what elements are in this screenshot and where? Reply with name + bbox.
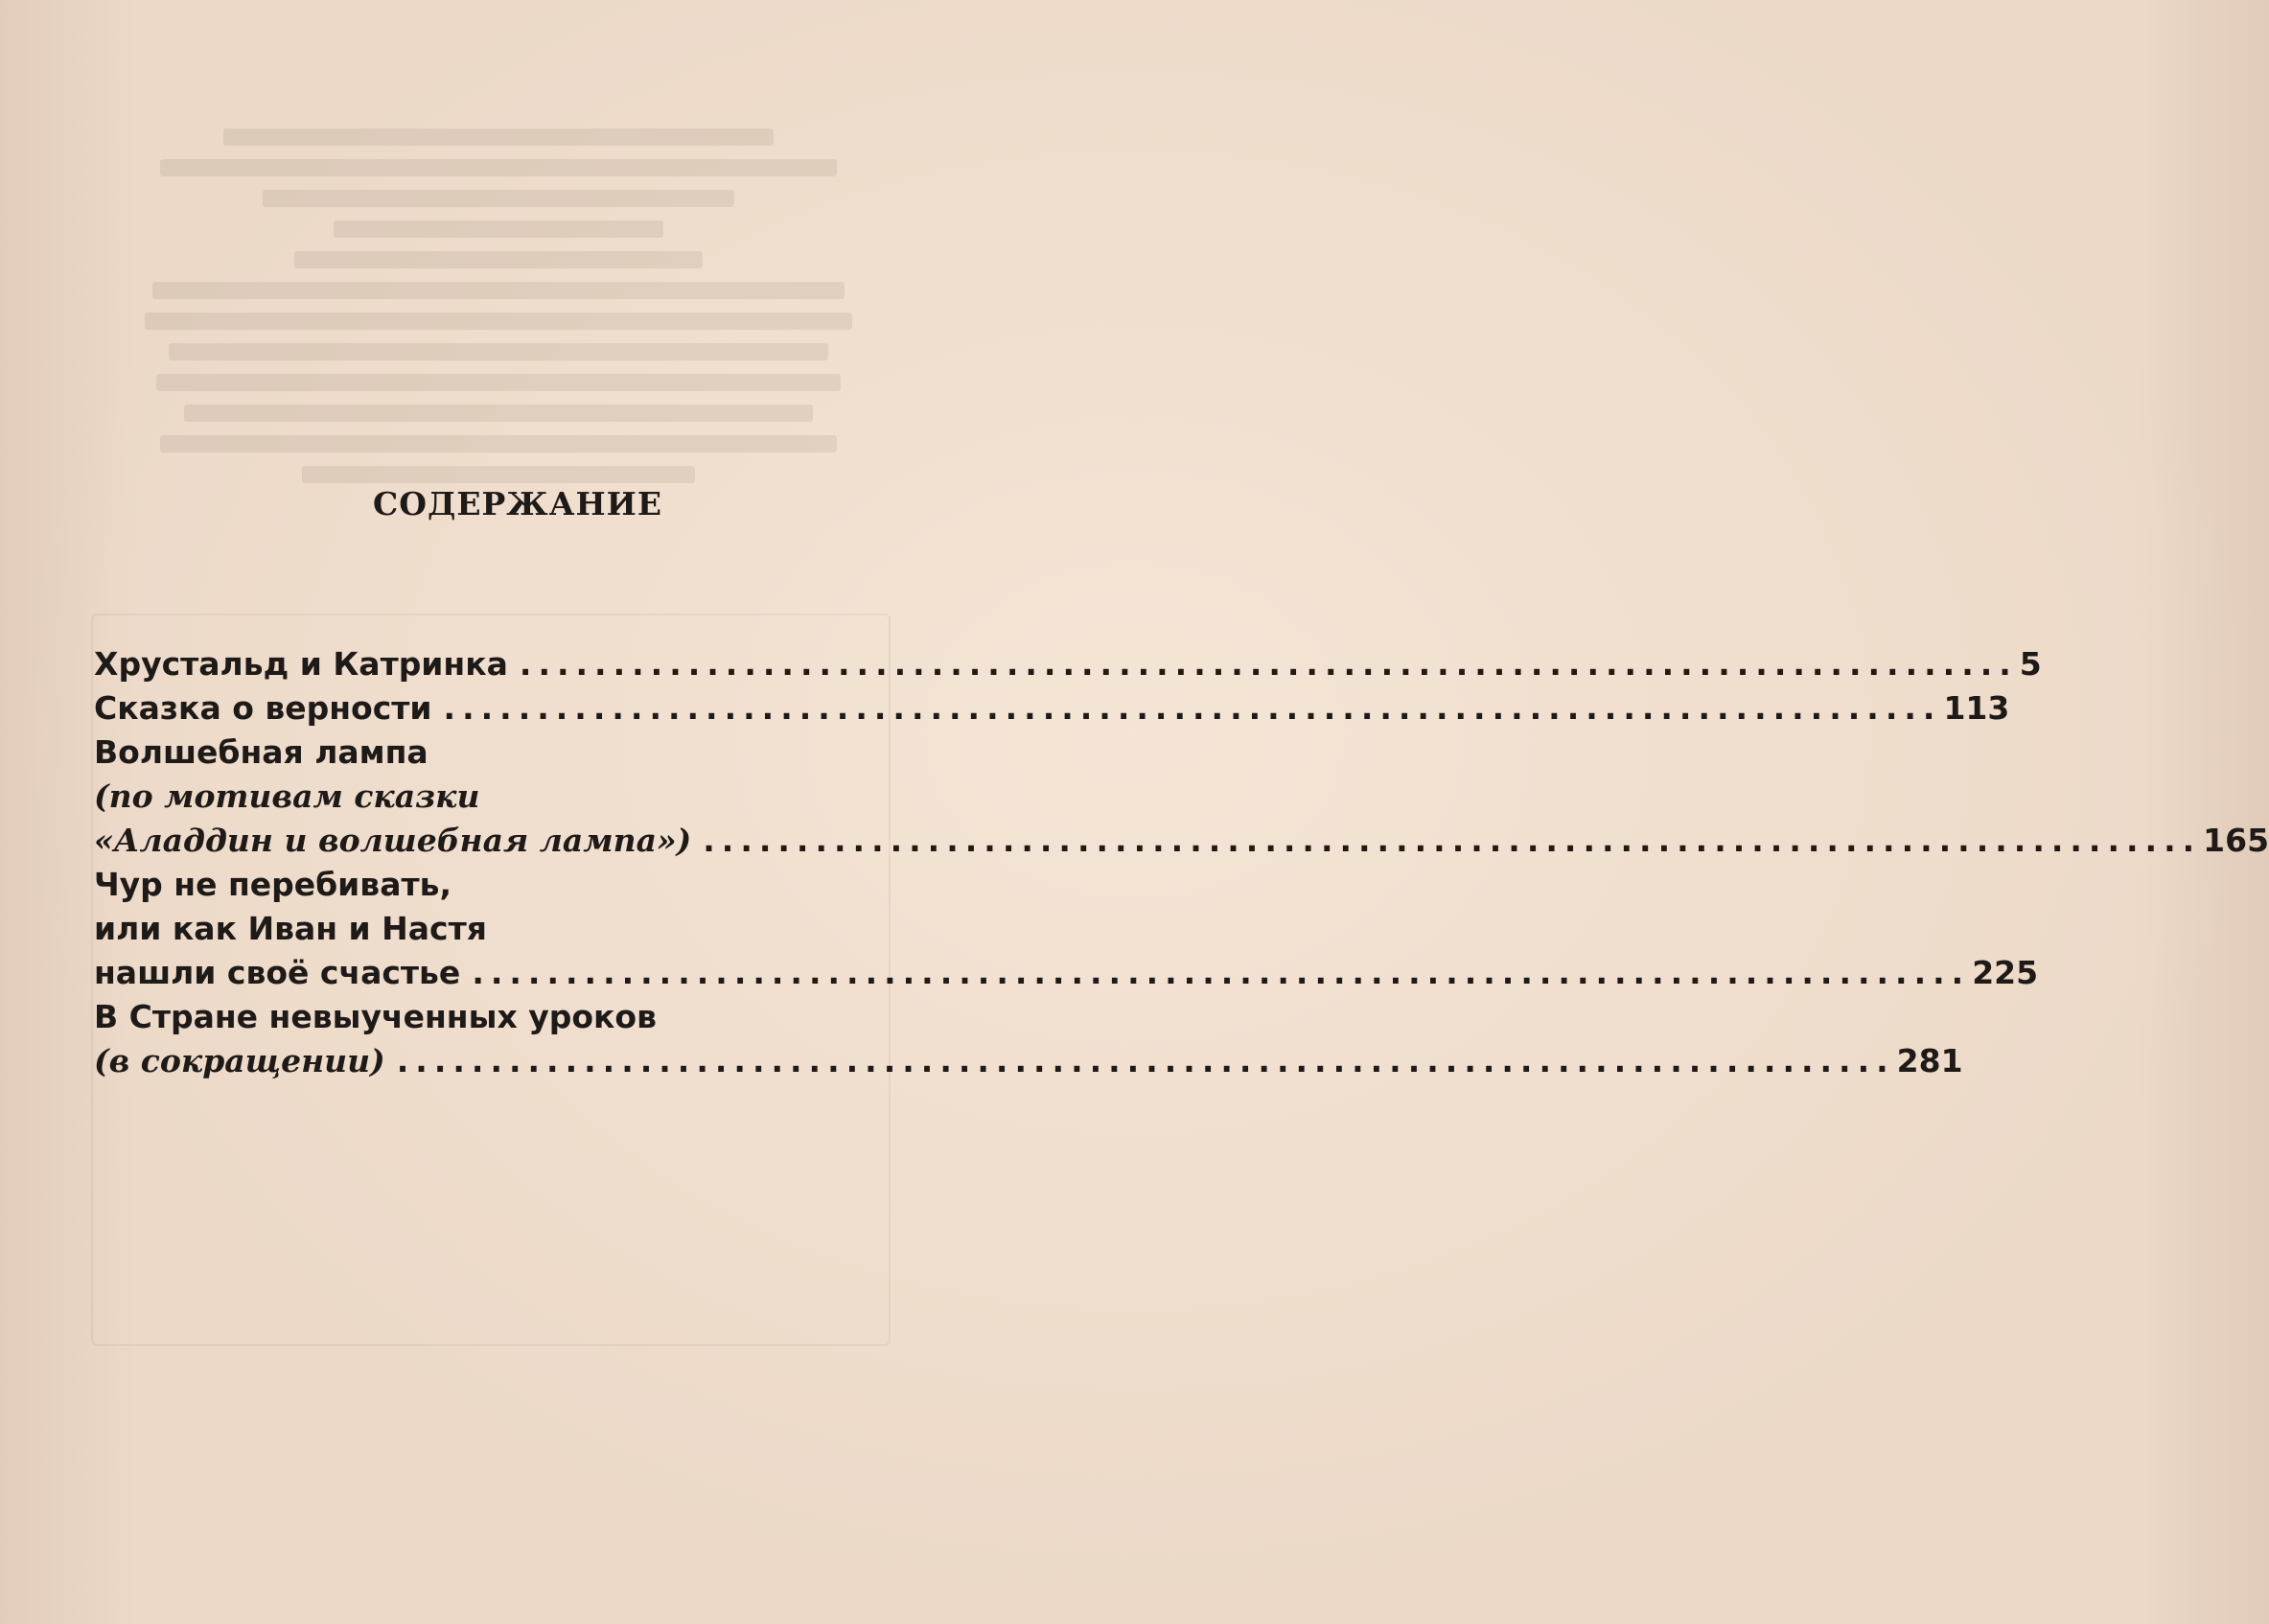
toc-entry-title: Сказка о верности (94, 689, 432, 727)
table-of-contents (94, 642, 2269, 1083)
toc-entry-chur-ne-perebivat (94, 863, 2039, 995)
toc-page-number: 165 (2203, 822, 2269, 859)
toc-entry-v-strane-nevyuchennykh-urokov (94, 995, 1963, 1083)
page-title: СОДЕРЖАНИЕ (372, 485, 662, 522)
dot-leader: ................................................................................ (472, 954, 1971, 991)
toc-entry-subtitle: (по мотивам сказки (94, 777, 480, 815)
toc-entry-title: Хрустальд и Катринка (94, 645, 508, 683)
toc-entry-title: нашли своё счастье (94, 954, 461, 991)
toc-entry-line (94, 642, 2042, 686)
toc-page-number: 113 (1943, 689, 2010, 727)
toc-entry-title: Волшебная лампа (94, 733, 428, 771)
toc-entry-skazka-o-vernosti (94, 686, 2010, 731)
toc-entry-title: или как Иван и Настя (94, 910, 487, 947)
dot-leader: ................................................................................ (396, 1042, 1895, 1079)
toc-entry-volshebnaya-lampa (94, 731, 2269, 863)
toc-entry-line (94, 686, 2010, 731)
toc-entry-subtitle: (в сокращении) (94, 1042, 385, 1079)
toc-entry-line (94, 1039, 1963, 1083)
toc-page-number: 5 (2019, 645, 2042, 683)
toc-entry-line (94, 951, 2039, 995)
toc-entry-subtitle: «Аладдин и волшебная лампа») (94, 822, 692, 859)
toc-entry-title: В Стране невыученных уроков (94, 998, 657, 1035)
toc-page-number: 281 (1896, 1042, 1963, 1079)
dot-leader: ................................................................................ (703, 822, 2202, 859)
toc-entry-khrustald (94, 642, 2042, 686)
dot-leader: ................................................................................ (519, 645, 2018, 683)
dot-leader: ................................................................................ (443, 689, 1942, 727)
toc-page-number: 225 (1972, 954, 2039, 991)
bleed-through-text (105, 115, 891, 497)
toc-entry-line (94, 819, 2269, 863)
toc-entry-title: Чур не перебивать, (94, 866, 451, 903)
